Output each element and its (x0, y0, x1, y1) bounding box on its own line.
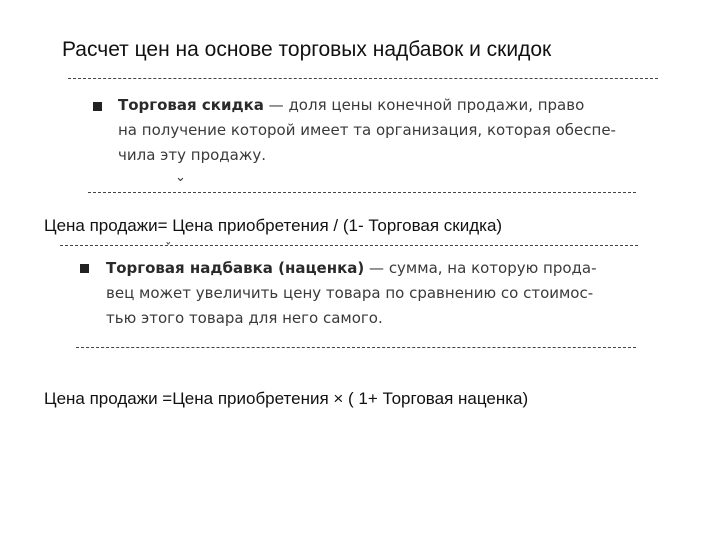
definition-trade-discount: Торговая скидка — доля цены конечной продажи, право на получение которой имеет та организация, которая обеспе- чила эту продажу. (118, 93, 616, 168)
definition-line-1: сумма, на которую прода- (388, 259, 597, 277)
divider-middle (88, 192, 636, 193)
tick-mark: ⌄ (175, 170, 186, 185)
divider-top (68, 78, 658, 79)
definition-line-3: тью этого товара для него самого. (106, 309, 383, 327)
bullet-discount (93, 102, 102, 111)
definition-line-2: на получение которой имеет та организация, которая обеспе- (118, 121, 616, 139)
slide-title: Расчет цен на основе торговых надбавок и скидок (62, 38, 552, 61)
tick-mark: ˇ (165, 242, 172, 257)
definition-line-3: чила эту продажу. (118, 146, 267, 164)
definition-trade-markup: Торговая надбавка (наценка) — сумма, на которую прода- вец может увеличить цену товара по сравнению со стоимос- тью этого товара для него самого. (106, 256, 597, 331)
formula-sale-price-discount: Цена продажи= Цена приобретения / (1- Торговая скидка) (44, 216, 503, 235)
definition-line-2: вец может увеличить цену товара по сравнению со стоимос- (106, 284, 594, 302)
divider-bottom (76, 347, 636, 348)
divider-formula (60, 245, 638, 246)
term-trade-markup: Торговая надбавка (наценка) (106, 259, 365, 277)
formula-sale-price-markup: Цена продажи =Цена приобретения × ( 1+ Торговая наценка) (44, 389, 529, 408)
bullet-markup (80, 264, 89, 273)
definition-line-1: доля цены конечной продажи, право (288, 96, 585, 114)
term-trade-discount: Торговая скидка (118, 96, 264, 114)
